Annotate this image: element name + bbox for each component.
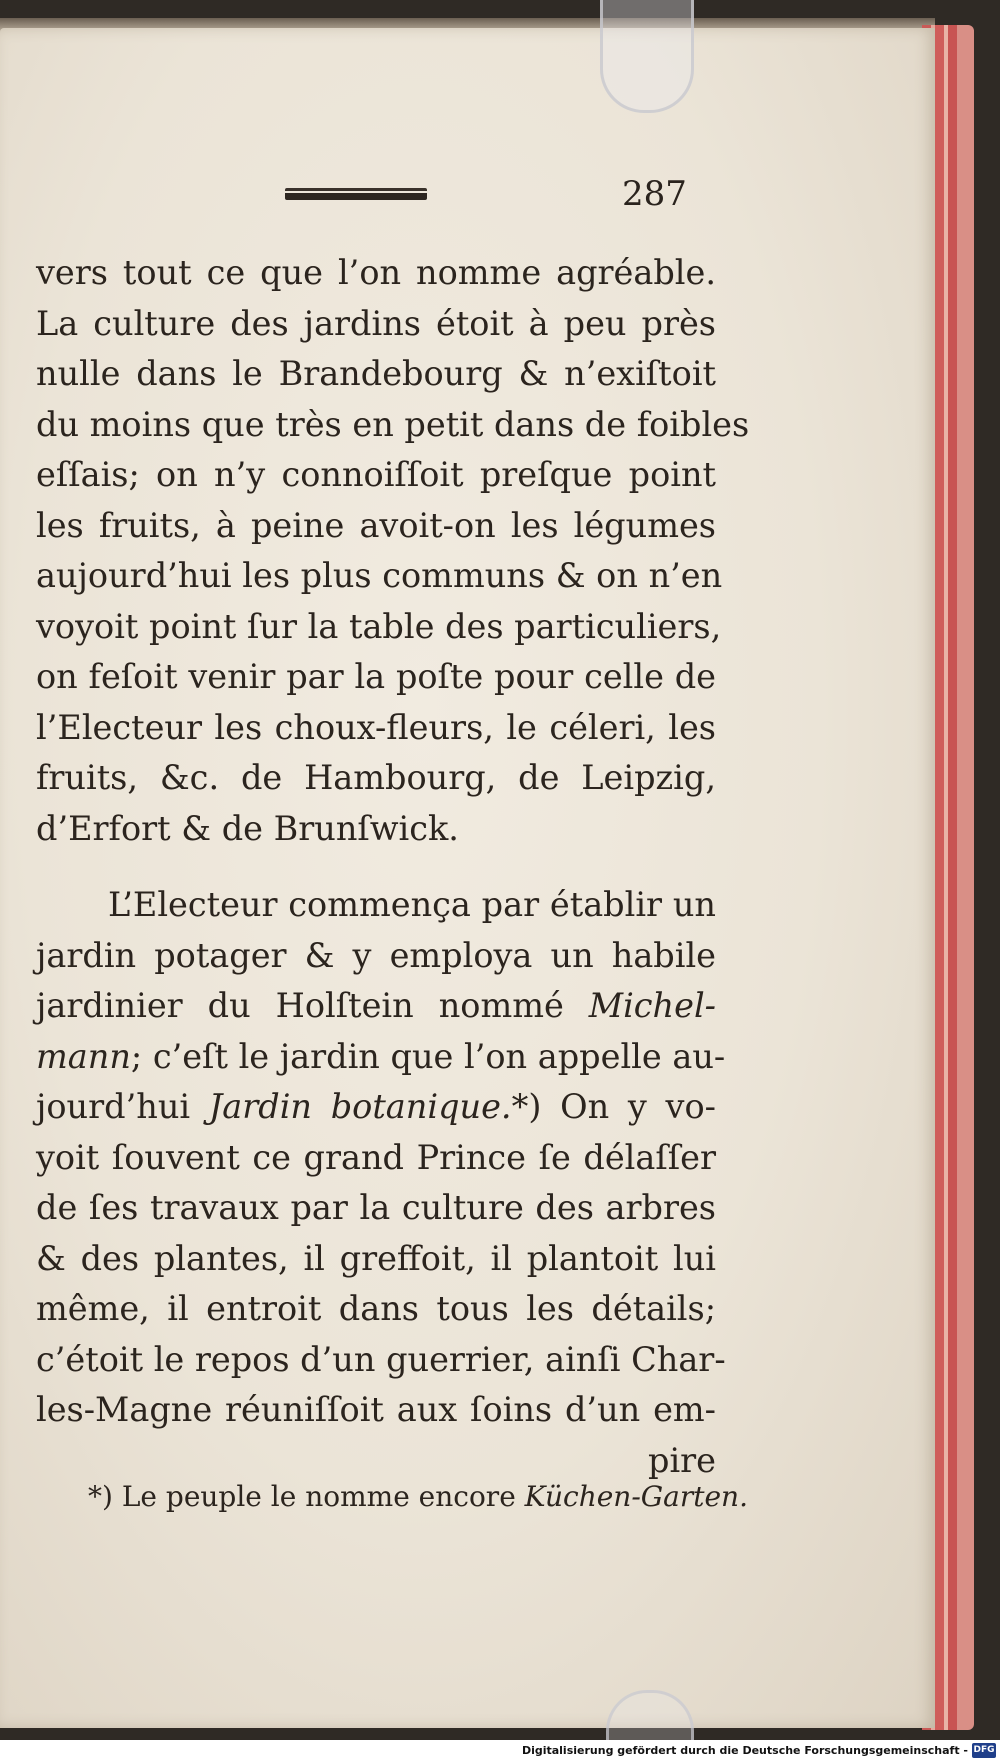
text-line: on feſoit venir par la poſte pour celle de <box>36 657 716 696</box>
text-line <box>36 1082 716 1133</box>
text-run: ; c’eſt le jardin que l’on appelle au- <box>130 1036 726 1076</box>
text-line: c’étoit le repos d’un guerrier, ainſi Char- <box>36 1339 726 1379</box>
italic-name: mann <box>36 1036 131 1076</box>
text-line: aujourd’hui les plus communs & on n’en <box>36 556 723 595</box>
text-line: les-Magne réuniſſoit aux ſoins d’un em- <box>36 1390 716 1429</box>
text-line: du moins que très en petit dans de foibles <box>36 404 750 444</box>
text-line: fruits, &c. de Hambourg, de Leipzig, <box>36 758 716 797</box>
text-line: voyoit point ſur la table des particuliers, <box>36 606 722 646</box>
text-line: vers tout ce que l’on nomme agréable. <box>36 253 716 292</box>
paragraph-gap <box>36 854 716 880</box>
footnote-italic: Küchen-Garten. <box>524 1480 748 1513</box>
text-line: nulle dans le Brandebourg & n’exiſtoit <box>36 354 716 393</box>
text-line: l’Electeur les choux-fleurs, le céleri, les <box>36 707 716 747</box>
text-line <box>36 1032 726 1083</box>
page-number: 287 <box>622 174 687 214</box>
catchword: pire <box>648 1440 716 1480</box>
text-run: *) On y vo- <box>511 1087 716 1126</box>
text-line: & des plantes, il greffoit, il plantoit lui <box>36 1238 716 1278</box>
text-line: L’Electeur commença par établir un <box>108 885 716 924</box>
top-page-clip <box>600 0 694 113</box>
text-line: même, il entroit dans tous les détails; <box>36 1289 716 1328</box>
text-line: les fruits, à peine avoit-on les légumes <box>36 505 716 545</box>
body-text <box>36 248 750 1486</box>
digitization-banner <box>0 1740 1000 1762</box>
footnote-text: Le peuple le nomme encore <box>112 1480 525 1513</box>
dfg-logo: DFG <box>972 1743 996 1758</box>
text-line: eſſais; on n’y connoiſſoit preſque point <box>36 455 716 494</box>
italic-name: Michel- <box>588 986 716 1025</box>
header-ornament-rule <box>285 188 427 200</box>
banner-text: Digitalisierung gefördert durch die Deutsche Forschungsgemeinschaft - <box>521 1744 968 1757</box>
italic-term: Jardin botanique. <box>208 1087 512 1126</box>
footnote-mark: *) <box>88 1480 113 1513</box>
text-line: La culture des jardins étoit à peu près <box>36 303 716 343</box>
text-line: yoit ſouvent ce grand Prince ſe délaſſer <box>36 1137 716 1177</box>
text-line: jardin potager & y employa un habile <box>36 935 716 975</box>
text-run: jourd’hui <box>36 1087 209 1126</box>
text-line: d’Erfort & de Brunſwick. <box>36 808 459 848</box>
text-run: jardinier du Holſtein nommé <box>36 986 589 1025</box>
text-line <box>36 981 716 1032</box>
text-line: de ſes travaux par la culture des arbres <box>36 1188 716 1227</box>
footnote <box>88 1480 748 1513</box>
